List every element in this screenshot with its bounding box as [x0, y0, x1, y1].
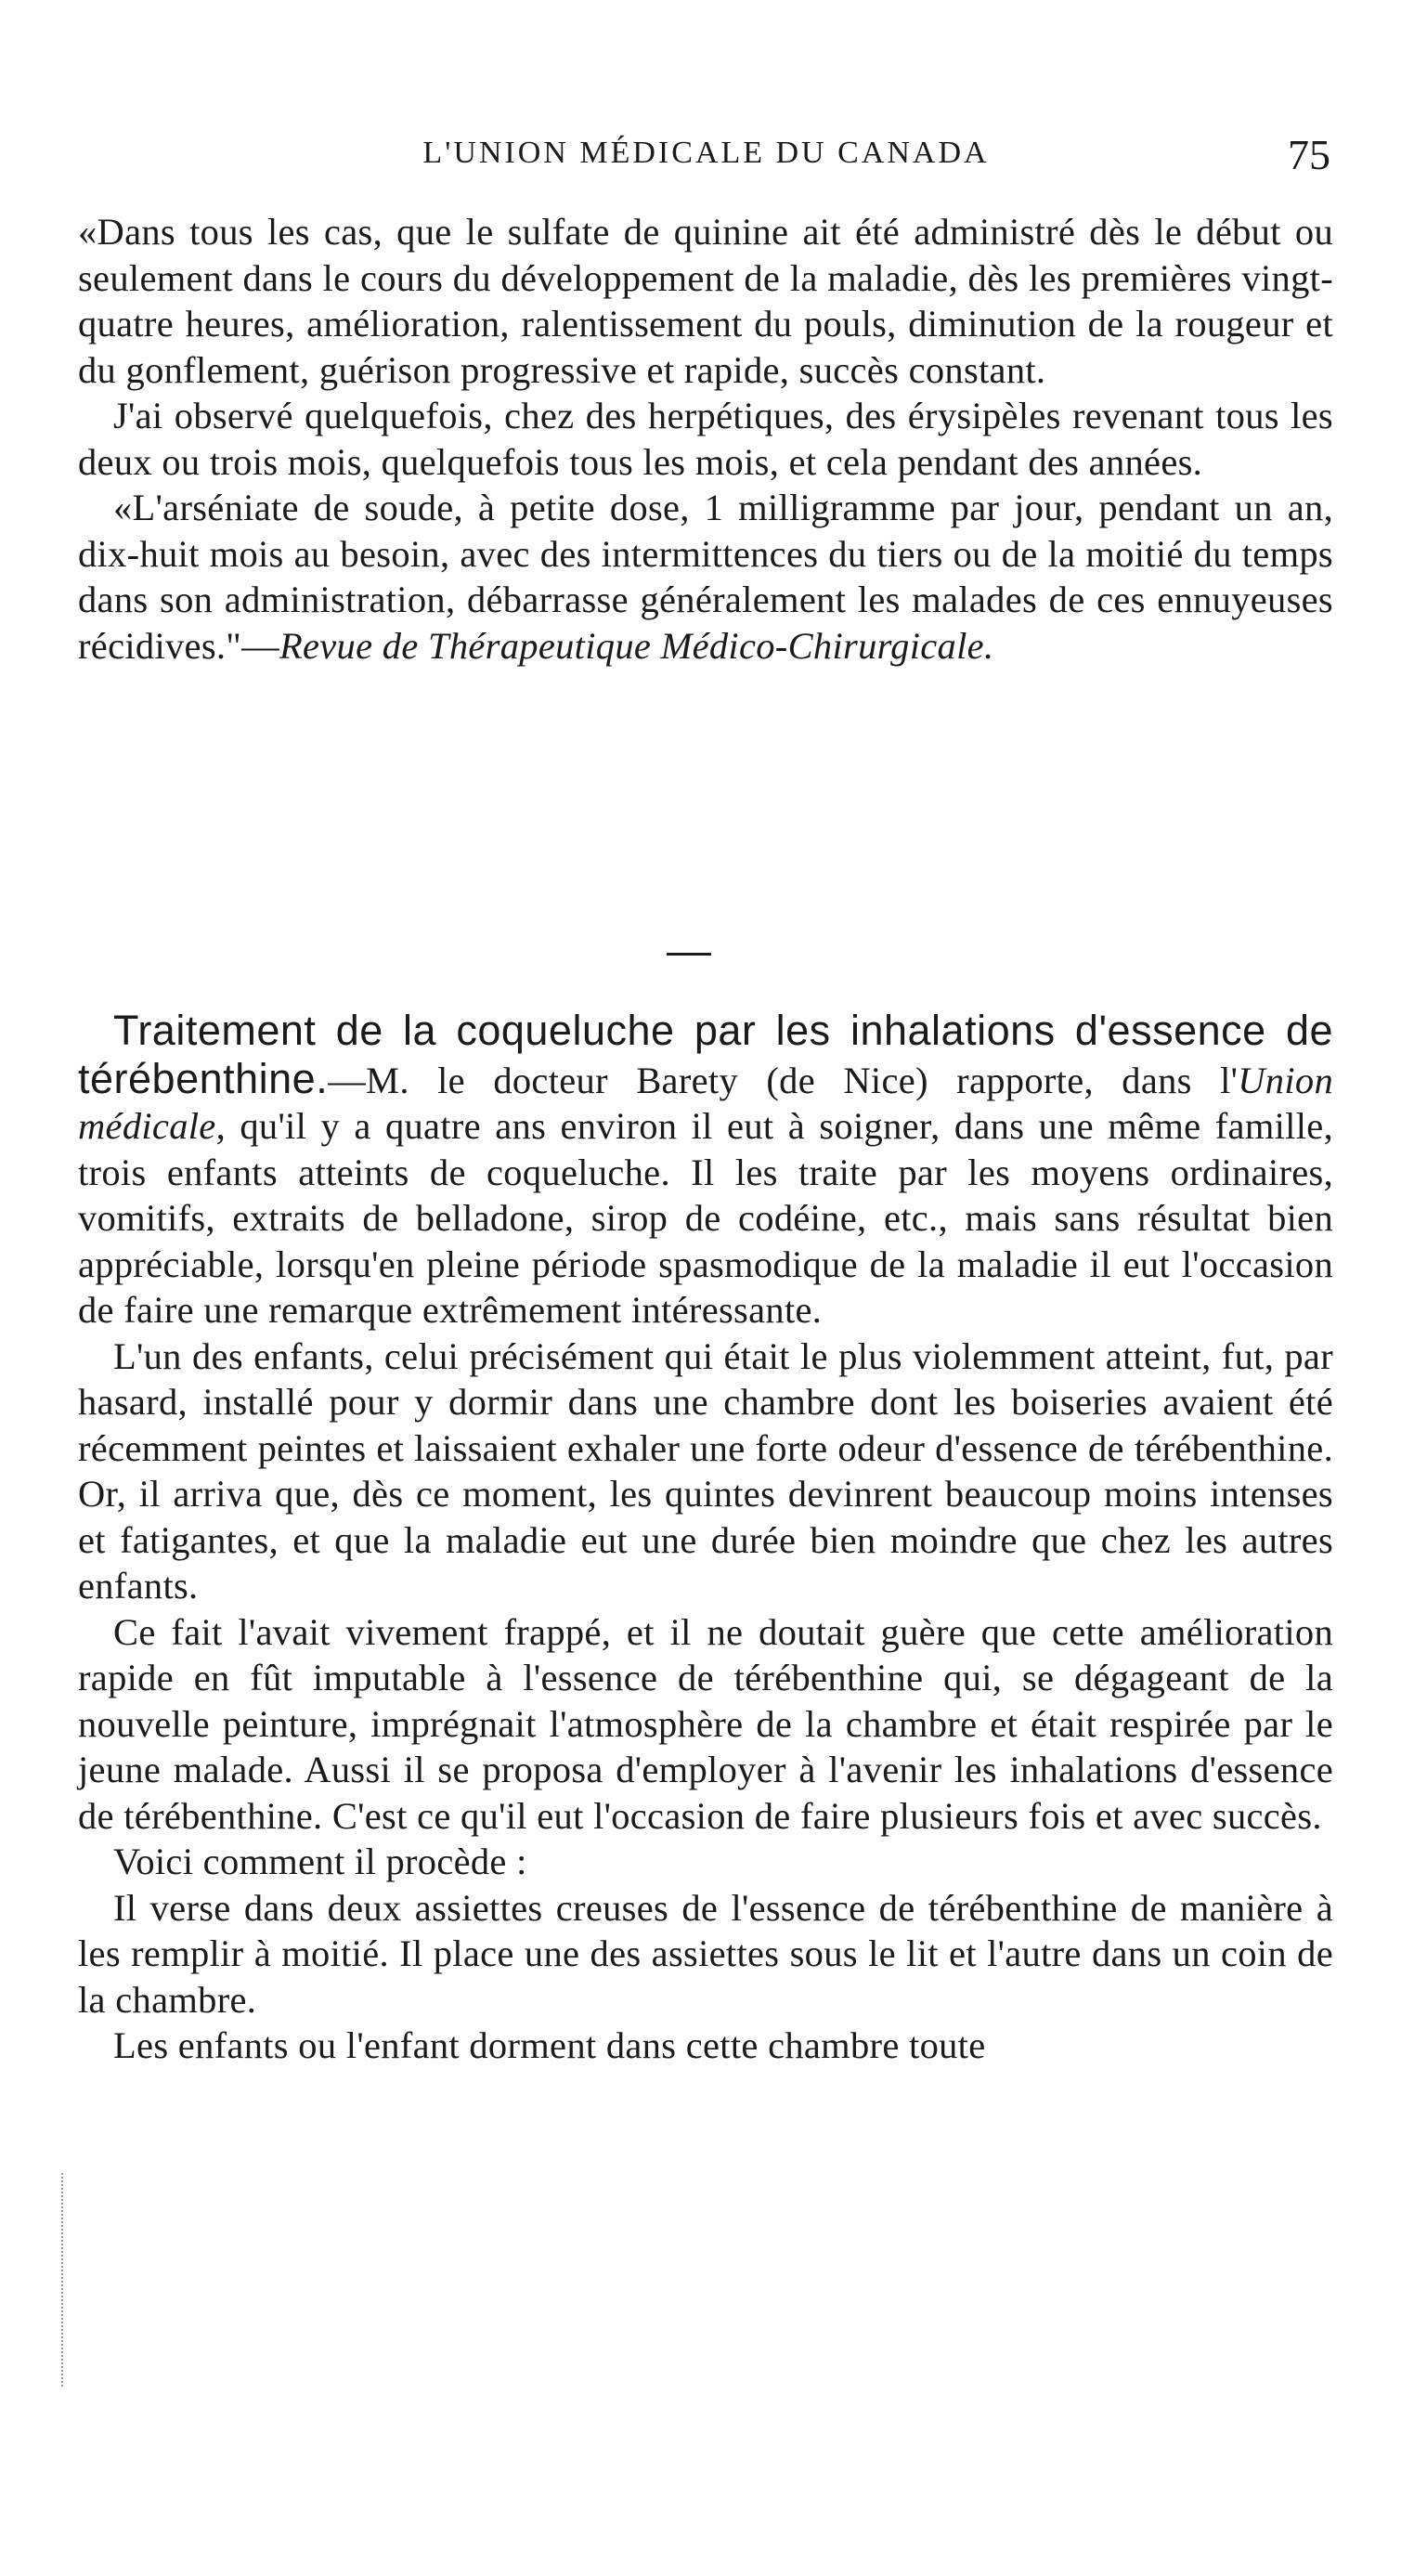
- article: [78, 1008, 1333, 2069]
- paragraph: «Dans tous les cas, que le sulfate de quinine ait été administré dès le début ou seulement dans le cours du développement de la maladie, dès les premières vingt-quatre heures, amélioration, ralentissement du pouls, diminution de la rougeur et du gonflement, guérison progressive et rapide, succès constant.: [78, 211, 1333, 391]
- article-title: Traitement de la coqueluche par les inhalations d'essence de térébenthine.: [78, 1007, 1333, 1102]
- paragraph: J'ai observé quelquefois, chez des herpétiques, des érysipèles revenant tous les deux ou trois mois, quelquefois tous les mois, et cela pendant des années.: [78, 395, 1333, 483]
- running-head: [82, 130, 1330, 186]
- paragraph: Les enfants ou l'enfant dorment dans cette chambre toute: [113, 2024, 986, 2066]
- paragraph: Ce fait l'avait vivement frappé, et il ne doutait guère que cette amélioration rapide en fût imputable à l'essence de térébenthine qui, se dégageant de la nouvelle peinture, imprégnait l'atmosphère de la chambre et était respirée par le jeune malade. Aussi il se proposa d'employer à l'avenir les inhalations d'essence de térébenthine. C'est ce qu'il eut l'occasion de faire plusieurs fois et avec succès.: [78, 1610, 1333, 1837]
- section-separator: [667, 953, 711, 956]
- source-citation: Revue de Thérapeutique Médico-Chirurgicale.: [279, 624, 994, 667]
- paragraph: [78, 485, 1333, 669]
- paragraph: L'un des enfants, celui précisément qui était le plus violemment atteint, fut, par hasard, installé pour y dormir dans une chambre dont les boiseries avaient été récemment peintes et laissaient exhaler une forte odeur d'essence de térébenthine. Or, il arriva que, dès ce moment, les quintes devinrent beaucoup moins intenses et fatigantes, et que la maladie eut une durée bien moindre que chez les autres enfants.: [78, 1334, 1333, 1607]
- paragraph-text: «L'arséniate de soude, à petite dose, 1 milligramme par jour, pendant un an, dix-huit mois au besoin, avec des intermittences du tiers ou de la moitié du temps dans son administration, débarrasse généralement les malades de ces ennuyeuses récidives."—: [78, 487, 1333, 667]
- lead-text-2: , qu'il y a quatre ans environ il eut à soigner, dans une même famille, trois enfants atteints de coqueluche. Il les traite par les moyens ordinaires, vomitifs, extraits de belladone, sirop de codéine, etc., mais sans résultat bien appréciable, lorsqu'en pleine période spasmodique de la maladie il eut l'occasion de faire une remarque extrêmement intéressante.: [78, 1105, 1333, 1331]
- paragraph: Voici comment il procède :: [113, 1841, 527, 1882]
- margin-dots: [61, 2173, 72, 2387]
- article-lead-paragraph: [78, 1008, 1333, 1334]
- page-number: 75: [1288, 131, 1330, 178]
- paragraph: Il verse dans deux assiettes creuses de l'essence de térébenthine de manière à les remplir à moitié. Il place une des assiettes sous le lit et l'autre dans un coin de la chambre.: [78, 1886, 1333, 2021]
- lead-text-1: —M. le docteur Barety (de Nice) rapporte, dans l': [328, 1059, 1239, 1101]
- journal-name: Union médicale: [78, 1059, 1333, 1147]
- running-title: L'UNION MÉDICALE DU CANADA: [422, 136, 990, 170]
- previous-article-text: [78, 209, 1333, 669]
